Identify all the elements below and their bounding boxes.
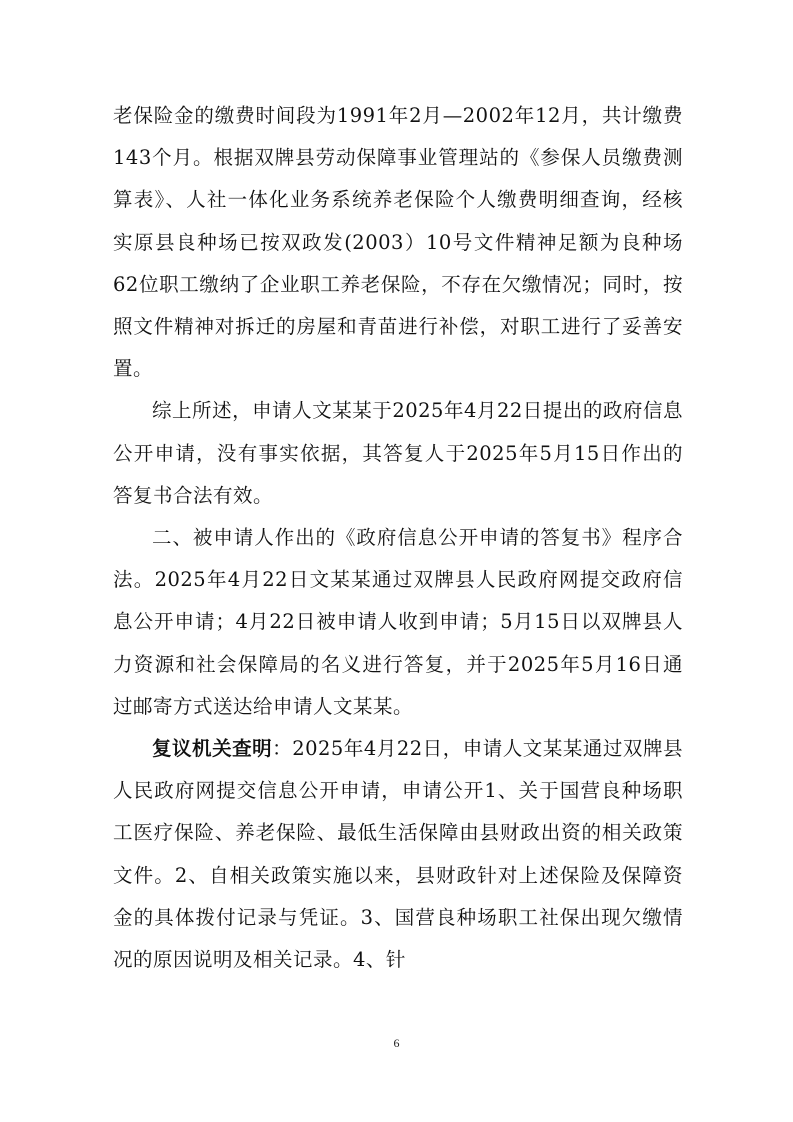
paragraph-summary: 综上所述，申请人文某某于2025年4月22日提出的政府信息公开申请，没有事实依据，其答复人于2025年5月15日作出的答复书合法有效。 — [113, 399, 683, 507]
paragraph-procedure: 二、被申请人作出的《政府信息公开申请的答复书》程序合法。2025年4月22日文某某通过双牌县人民政府网提交政府信息公开申请；4月22日被申请人收到申请；5月15日以双牌县人力资源和社会保障局的名义进行答复，并于2025年5月16日通过邮寄方式送达给申请人文某某。 — [113, 526, 683, 718]
findings-heading: 复议机关查明 — [152, 737, 273, 761]
paragraph-findings — [113, 728, 683, 981]
document-body — [113, 95, 683, 981]
page-number: 6 — [393, 1036, 400, 1050]
findings-text: ：2025年4月22日，申请人文某某通过双牌县人民政府网提交信息公开申请，申请公开1、关于国营良种场职工医疗保险、养老保险、最低生活保障由县财政出资的相关政策文件。2、自相关政策实施以来，县财政针对上述保险及保障资金的具体拨付记录与凭证。3、国营良种场职工社保出现欠缴情况的原因说明及相关记录。4、针 — [113, 737, 683, 972]
paragraph-pension-payment: 老保险金的缴费时间段为1991年2月—2002年12月，共计缴费143个月。根据双牌县劳动保障事业管理站的《参保人员缴费测算表》、人社一体化业务系统养老保险个人缴费明细查询，经核实原县良种场已按双政发(2003）10号文件精神足额为良种场62位职工缴纳了企业职工养老保险，不存在欠缴情况；同时，按照文件精神对拆迁的房屋和青苗进行补偿，对职工进行了妥善安置。 — [113, 104, 683, 381]
